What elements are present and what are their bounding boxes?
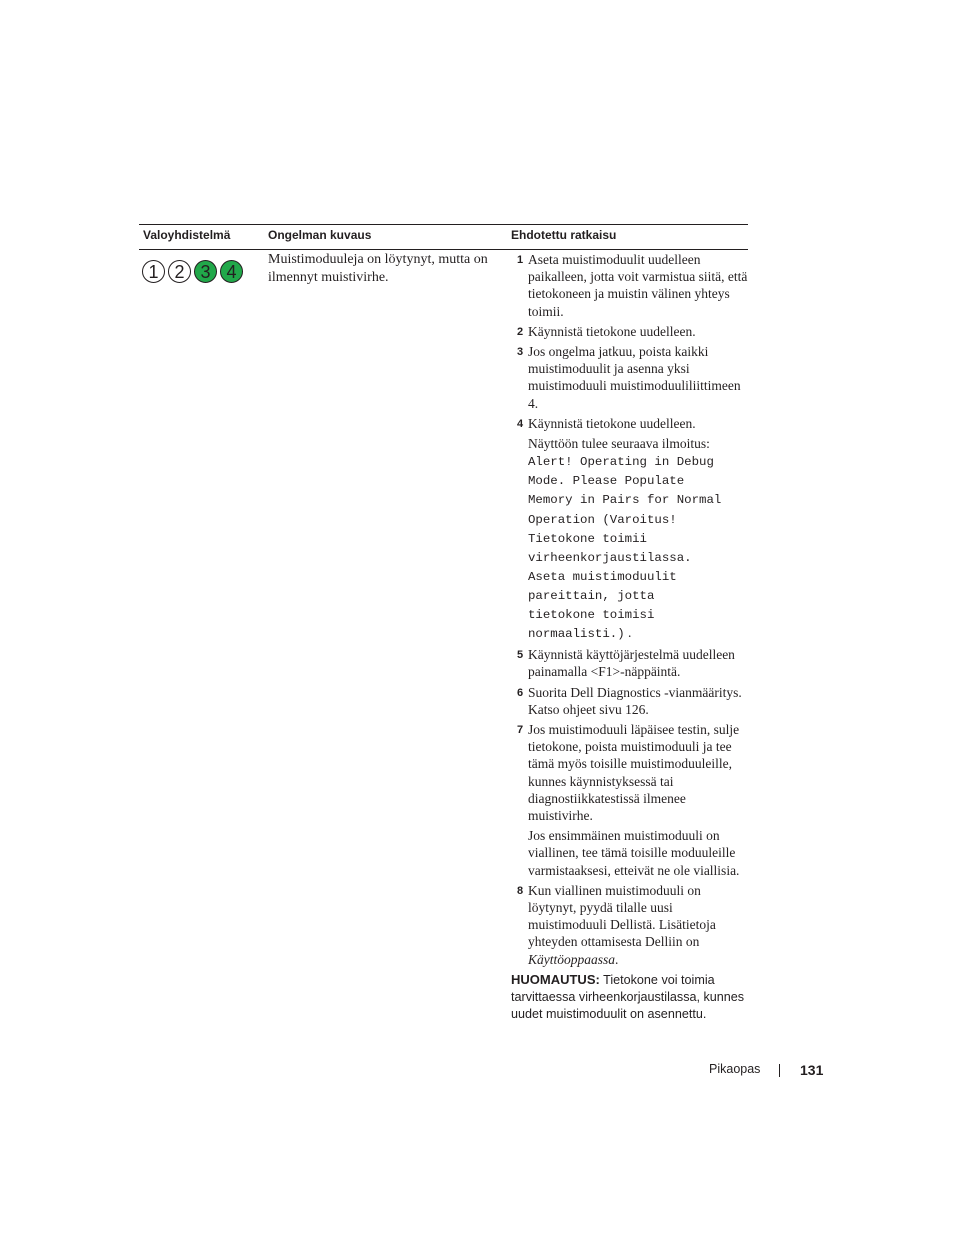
step-number: 2 — [517, 325, 524, 338]
note — [511, 971, 751, 1024]
alert-message — [511, 452, 751, 643]
step-number: 5 — [517, 649, 524, 662]
step-number: 3 — [517, 346, 524, 359]
step-text: Jos ongelma jatkuu, poista kaikki muistimoduulit ja asenna yksi muistimoduuli muistimoduuliliittimeen 4. — [528, 344, 741, 411]
note-label: HUOMAUTUS: — [511, 971, 600, 987]
table-header-rule — [139, 249, 748, 250]
step-2 — [511, 323, 751, 340]
problem-description: Muistimoduuleja on löytynyt, mutta on ilmennyt muistivirhe. — [268, 252, 488, 285]
alert-code: Alert! Operating in Debug Mode. Please Populate Memory in Pairs for Normal Operation (Varoitus! Tietokone toimii virheenkorjaustilassa. Aseta muistimoduulit pareittain, jotta tietokone toimisi normaalisti.) — [528, 455, 722, 642]
diagnostic-light-1: 1 — [142, 260, 165, 283]
step-number: 4 — [517, 417, 524, 430]
header-light-combination: Valoyhdistelmä — [143, 228, 231, 242]
step-text: Jos muistimoduuli läpäisee testin, sulje tietokone, poista muistimoduuli ja tee tämä myös toisille muistimoduuleille, kunnes käynnistyksessä tai diagnostiikkatestissä ilmenee muistivirhe. — [528, 721, 740, 823]
footer-title: Pikaopas — [709, 1062, 761, 1076]
solution-steps — [511, 251, 751, 1023]
header-suggested-solution: Ehdotettu ratkaisu — [511, 228, 617, 242]
diagnostic-lights — [142, 260, 243, 283]
alert-tail: . — [624, 625, 632, 641]
step-number: 7 — [517, 723, 524, 736]
step-text-end: . — [615, 951, 619, 967]
step-text: Suorita Dell Diagnostics -vianmääritys. Katso ohjeet sivu 126. — [528, 684, 742, 717]
step-text: Aseta muistimoduulit uudelleen paikalleen, jotta voit varmistua siitä, että tietokoneen ja muistin välinen yhteys toimii. — [528, 252, 748, 319]
step-8 — [511, 882, 751, 968]
step-number: 6 — [517, 686, 524, 699]
diagnostic-light-4: 4 — [220, 260, 243, 283]
step-4-note: Näyttöön tulee seuraava ilmoitus: — [528, 436, 710, 452]
step-text: Käynnistä tietokone uudelleen. — [528, 323, 696, 339]
step-5 — [511, 646, 751, 680]
note-text: Tietokone voi toimia tarvittaessa virheenkorjaustilassa, kunnes uudet muistimoduulit on asennettu. — [511, 972, 745, 1022]
diagnostic-light-3: 3 — [194, 260, 217, 283]
user-guide-title: Käyttöoppaassa — [528, 951, 616, 967]
step-number: 8 — [517, 884, 524, 897]
step-number: 1 — [517, 254, 524, 266]
header-problem-description: Ongelman kuvaus — [268, 228, 372, 242]
step-6 — [511, 684, 751, 718]
step-7 — [511, 721, 751, 824]
table-top-rule — [139, 224, 748, 225]
step-text: Käynnistä käyttöjärjestelmä uudelleen painamalla <F1>-näppäintä. — [528, 647, 735, 680]
step-text: Kun viallinen muistimoduuli on löytynyt, pyydä tilalle uusi muistimoduuli Dellistä. Lisätietoja yhteyden ottamisesta Delliin on — [528, 882, 716, 950]
step-3 — [511, 343, 751, 412]
step-7-note: Jos ensimmäinen muistimoduuli on viallinen, tee tämä toisille moduuleille varmistaaksesi, etteivät ne ole viallisia. — [528, 828, 740, 878]
diagnostic-light-2: 2 — [168, 260, 191, 283]
step-text: Käynnistä tietokone uudelleen. — [528, 415, 696, 431]
footer-separator — [779, 1064, 780, 1077]
step-4 — [511, 415, 751, 432]
page-number: 131 — [800, 1062, 824, 1078]
step-1 — [511, 251, 751, 320]
